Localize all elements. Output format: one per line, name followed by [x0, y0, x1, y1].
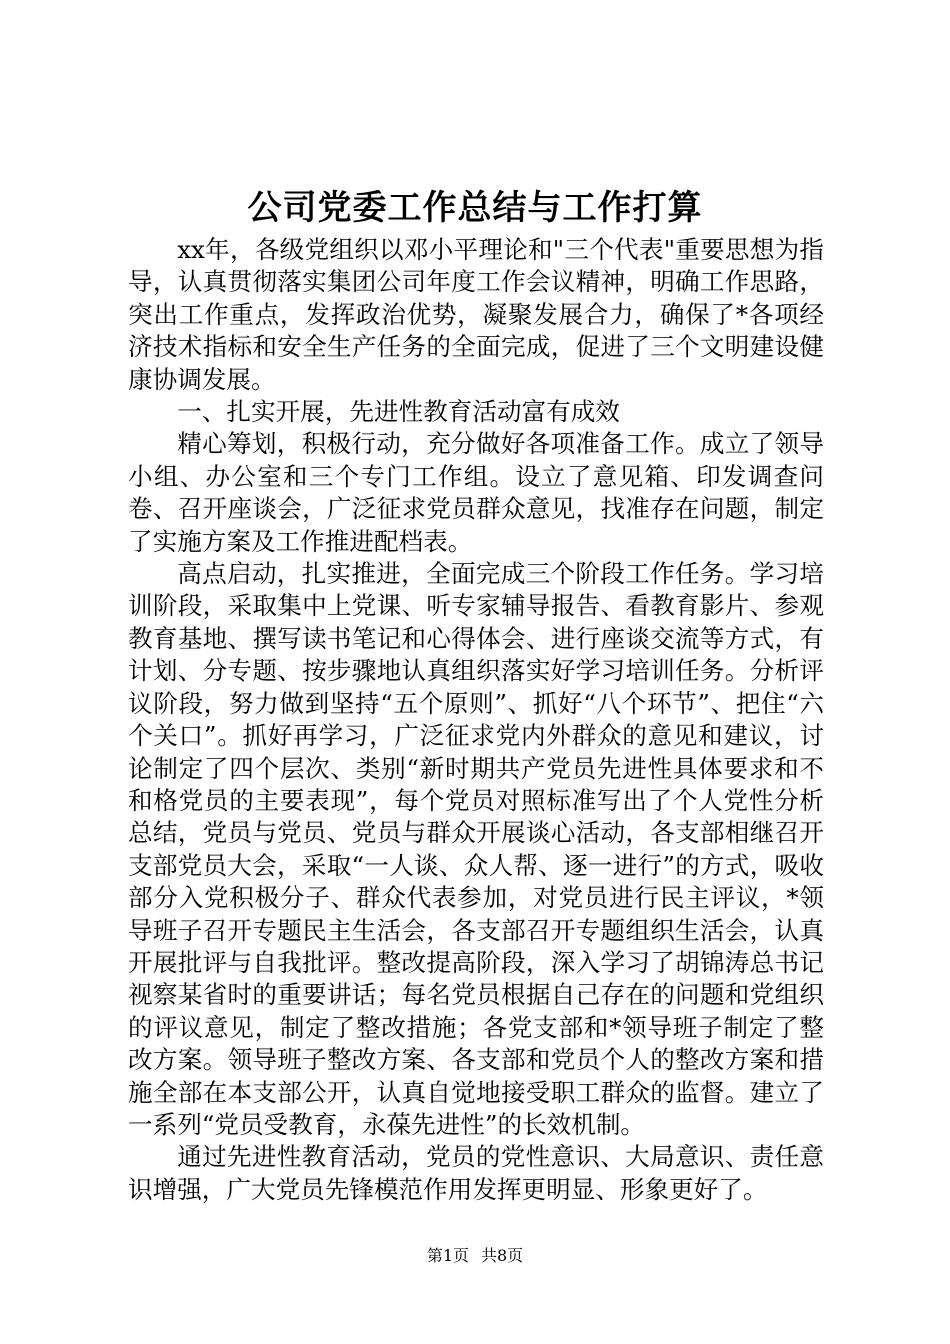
paragraph-results: 通过先进性教育活动，党员的党性意识、大局意识、责任意识增强，广大党员先锋模范作用发挥更明显、形象更好了。 — [128, 1142, 824, 1204]
paragraph-preparation: 精心筹划，积极行动，充分做好各项准备工作。成立了领导小组、办公室和三个专门工作组。设立了意见箱、印发调查问卷、召开座谈会，广泛征求党员群众意见，找准存在问题，制定了实施方案及工作推进配档表。 — [128, 429, 824, 556]
page-total: 共8页 — [481, 1246, 524, 1265]
page-footer — [0, 1245, 950, 1267]
document-body — [128, 234, 824, 1206]
paragraph-intro: xx年，各级党组织以邓小平理论和"三个代表"重要思想为指导，认真贯彻落实集团公司年度工作会议精神，明确工作思路，突出工作重点，发挥政治优势，凝聚发展合力，确保了*各项经济技术指标和安全生产任务的全面完成，促进了三个文明建设健康协调发展。 — [128, 235, 824, 394]
document-title: 公司党委工作总结与工作打算 — [247, 188, 703, 228]
page-number: 第1页 — [426, 1246, 469, 1265]
section-heading-1: 一、扎实开展，先进性教育活动富有成效 — [177, 397, 620, 427]
paragraph-stages: 高点启动，扎实推进，全面完成三个阶段工作任务。学习培训阶段，采取集中上党课、听专家辅导报告、看教育影片、参观教育基地、撰写读书笔记和心得体会、进行座谈交流等方式，有计划、分专题、按步骤地认真组织落实好学习培训任务。分析评议阶段，努力做到坚持“五个原则”、抓好“八个环节”、把住“六个关口”。抓好再学习，广泛征求党内外群众的意见和建议，讨论制定了四个层次、类别“新时期共产党员先进性具体要求和不和格党员的主要表现”，每个党员对照标准写出了个人党性分析总结，党员与党员、党员与群众开展谈心活动，各支部相继召开支部党员大会，采取“一人谈、众人帮、逐一进行”的方式，吸收部分入党积极分子、群众代表参加，对党员进行民主评议，*领导班子召开专题民主生活会，各支部召开专题组织生活会，认真开展批评与自我批评。整改提高阶段，深入学习了胡锦涛总书记视察某省时的重要讲话；每名党员根据自己存在的问题和党组织的评议意见，制定了整改措施；各党支部和*领导班子制定了整改方案。领导班子整改方案、各支部和党员个人的整改方案和措施全部在本支部公开，认真自觉地接受职工群众的监督。建立了一系列“党员受教育，永葆先进性”的长效机制。 — [128, 559, 824, 1139]
